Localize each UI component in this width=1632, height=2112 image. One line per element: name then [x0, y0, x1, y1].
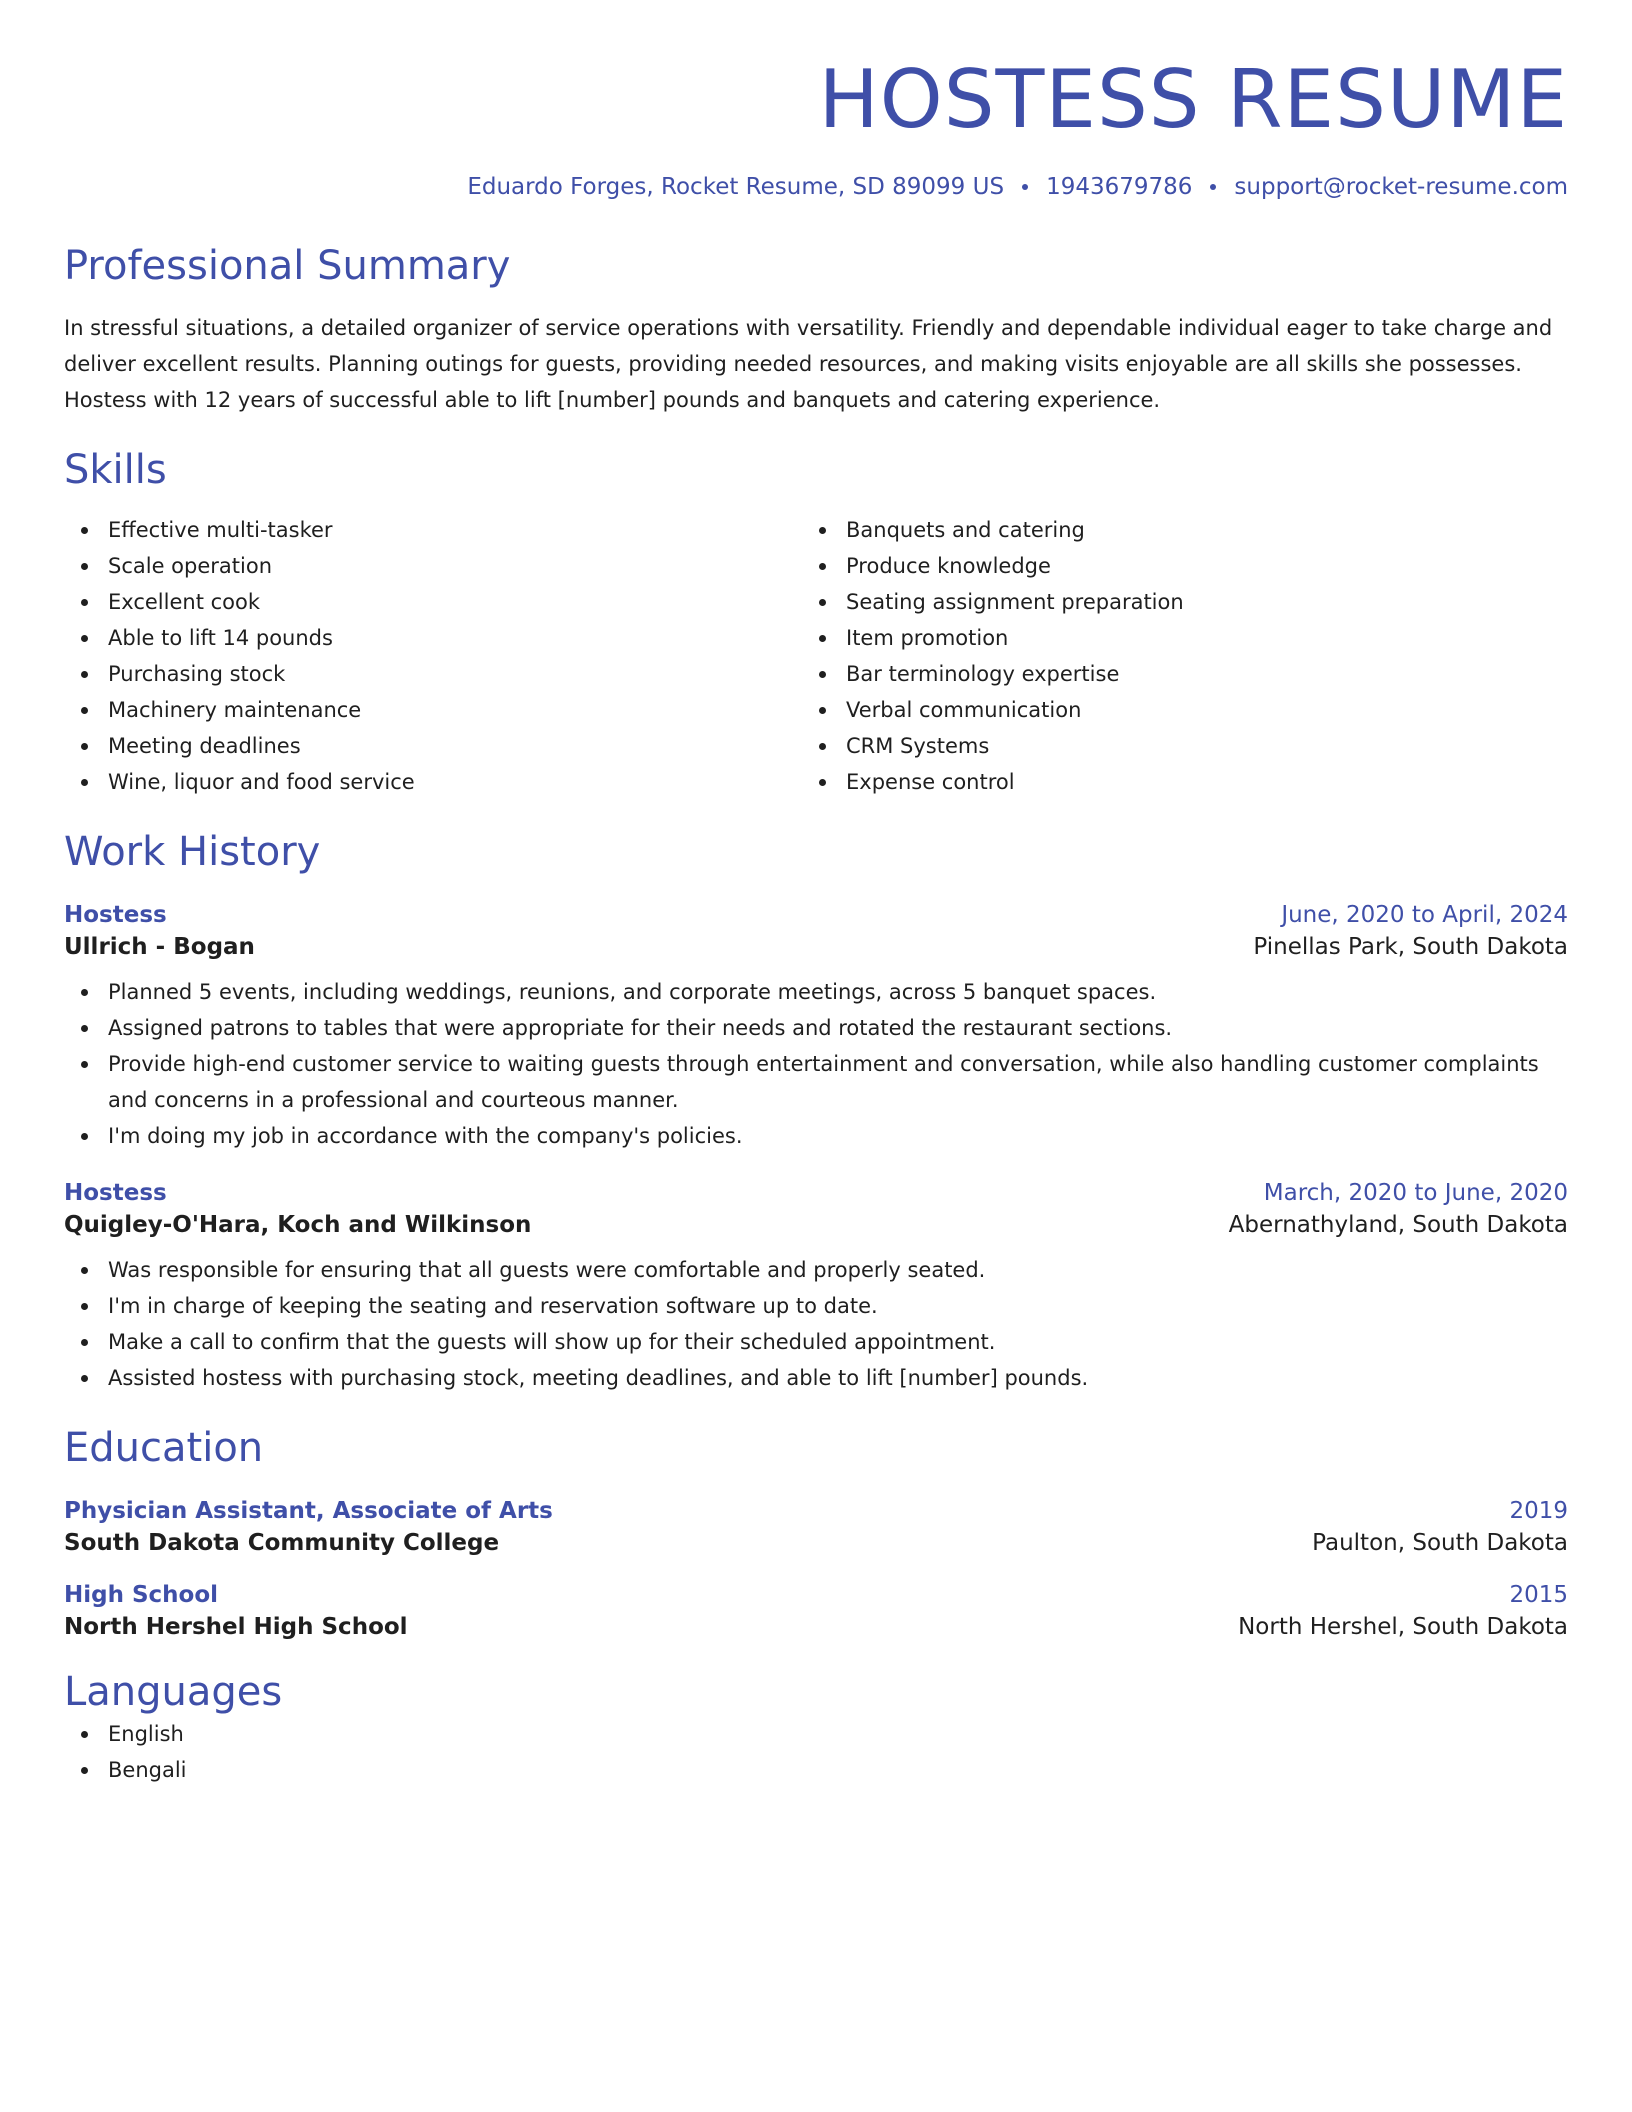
duty-item: Planned 5 events, including weddings, reunions, and corporate meetings, across 5 banquet spaces.: [64, 974, 1568, 1010]
resume-title: HOSTESS RESUME: [818, 53, 1568, 146]
duty-item: Make a call to confirm that the guests will show up for their scheduled appointment.: [64, 1324, 1568, 1360]
bullet-separator-icon: [1022, 184, 1028, 190]
skill-item: Purchasing stock: [64, 656, 802, 692]
skill-item: Produce knowledge: [802, 548, 1184, 584]
summary-text: In stressful situations, a detailed organizer of service operations with versatility. Friendly and dependable individual eager to take charge and deliver excellent results. Planning outings for guests, providing needed resources, and making visits enjoyable are all skills she possesses. Hostess with 12 years of successful able to lift [number] pounds and banquets and catering experience.: [64, 316, 1553, 412]
skill-item: Able to lift 14 pounds: [64, 620, 802, 656]
school-name: South Dakota Community College: [64, 1530, 500, 1556]
skill-item: Machinery maintenance: [64, 692, 802, 728]
skills-column-left: [64, 512, 802, 800]
contact-address: Eduardo Forges, Rocket Resume, SD 89099 US: [467, 174, 1005, 200]
education-entry: [64, 1582, 1568, 1640]
contact-line: [64, 174, 1568, 200]
job-title: Hostess: [64, 902, 167, 928]
languages-list: [64, 1716, 1568, 1788]
contact-email[interactable]: support@rocket-resume.com: [1234, 174, 1568, 200]
job-company: Ullrich - Bogan: [64, 934, 255, 960]
degree: High School: [64, 1582, 219, 1608]
duty-item: Was responsible for ensuring that all guests were comfortable and properly seated.: [64, 1252, 1568, 1288]
skill-item: Excellent cook: [64, 584, 802, 620]
job-entry: [64, 902, 1568, 1154]
language-item: English: [64, 1716, 1568, 1752]
skill-item: Seating assignment preparation: [802, 584, 1184, 620]
job-location: Abernathyland, South Dakota: [1228, 1212, 1568, 1238]
skill-item: Wine, liquor and food service: [64, 764, 802, 800]
skill-item: CRM Systems: [802, 728, 1184, 764]
job-title: Hostess: [64, 1180, 167, 1206]
job-duties: [64, 974, 1568, 1154]
job-dates: March, 2020 to June, 2020: [1263, 1180, 1568, 1206]
contact-phone: 1943679786: [1046, 174, 1193, 200]
skill-item: Verbal communication: [802, 692, 1184, 728]
education-entry: [64, 1498, 1568, 1556]
duty-item: I'm doing my job in accordance with the company's policies.: [64, 1118, 1568, 1154]
language-item: Bengali: [64, 1752, 1568, 1788]
graduation-year: 2015: [1509, 1582, 1568, 1608]
job-dates: June, 2020 to April, 2024: [1281, 902, 1568, 928]
duty-item: Provide high-end customer service to waiting guests through entertainment and conversation, while also handling customer complaints and concerns in a professional and courteous manner.: [64, 1046, 1568, 1118]
graduation-year: 2019: [1509, 1498, 1568, 1524]
skill-item: Expense control: [802, 764, 1184, 800]
education-heading: Education: [64, 1425, 264, 1471]
school-location: North Hershel, South Dakota: [1238, 1614, 1568, 1640]
skills-list: [64, 512, 1568, 800]
degree: Physician Assistant, Associate of Arts: [64, 1498, 553, 1524]
school-location: Paulton, South Dakota: [1312, 1530, 1568, 1556]
summary-heading: Professional Summary: [64, 243, 511, 289]
skills-heading: Skills: [64, 447, 167, 493]
school-name: North Hershel High School: [64, 1614, 408, 1640]
duty-item: Assisted hostess with purchasing stock, meeting deadlines, and able to lift [number] pounds.: [64, 1360, 1568, 1396]
work-history-heading: Work History: [64, 829, 321, 875]
skill-item: Scale operation: [64, 548, 802, 584]
skill-item: Banquets and catering: [802, 512, 1184, 548]
skill-item: Meeting deadlines: [64, 728, 802, 764]
job-company: Quigley-O'Hara, Koch and Wilkinson: [64, 1212, 532, 1238]
duty-item: I'm in charge of keeping the seating and reservation software up to date.: [64, 1288, 1568, 1324]
skill-item: Item promotion: [802, 620, 1184, 656]
skill-item: Effective multi-tasker: [64, 512, 802, 548]
job-duties: [64, 1252, 1568, 1396]
skills-column-right: [802, 512, 1184, 800]
languages-heading: Languages: [64, 1669, 283, 1715]
job-location: Pinellas Park, South Dakota: [1253, 934, 1568, 960]
bullet-separator-icon: [1210, 184, 1216, 190]
skill-item: Bar terminology expertise: [802, 656, 1184, 692]
job-entry: [64, 1180, 1568, 1396]
duty-item: Assigned patrons to tables that were appropriate for their needs and rotated the restaurant sections.: [64, 1010, 1568, 1046]
